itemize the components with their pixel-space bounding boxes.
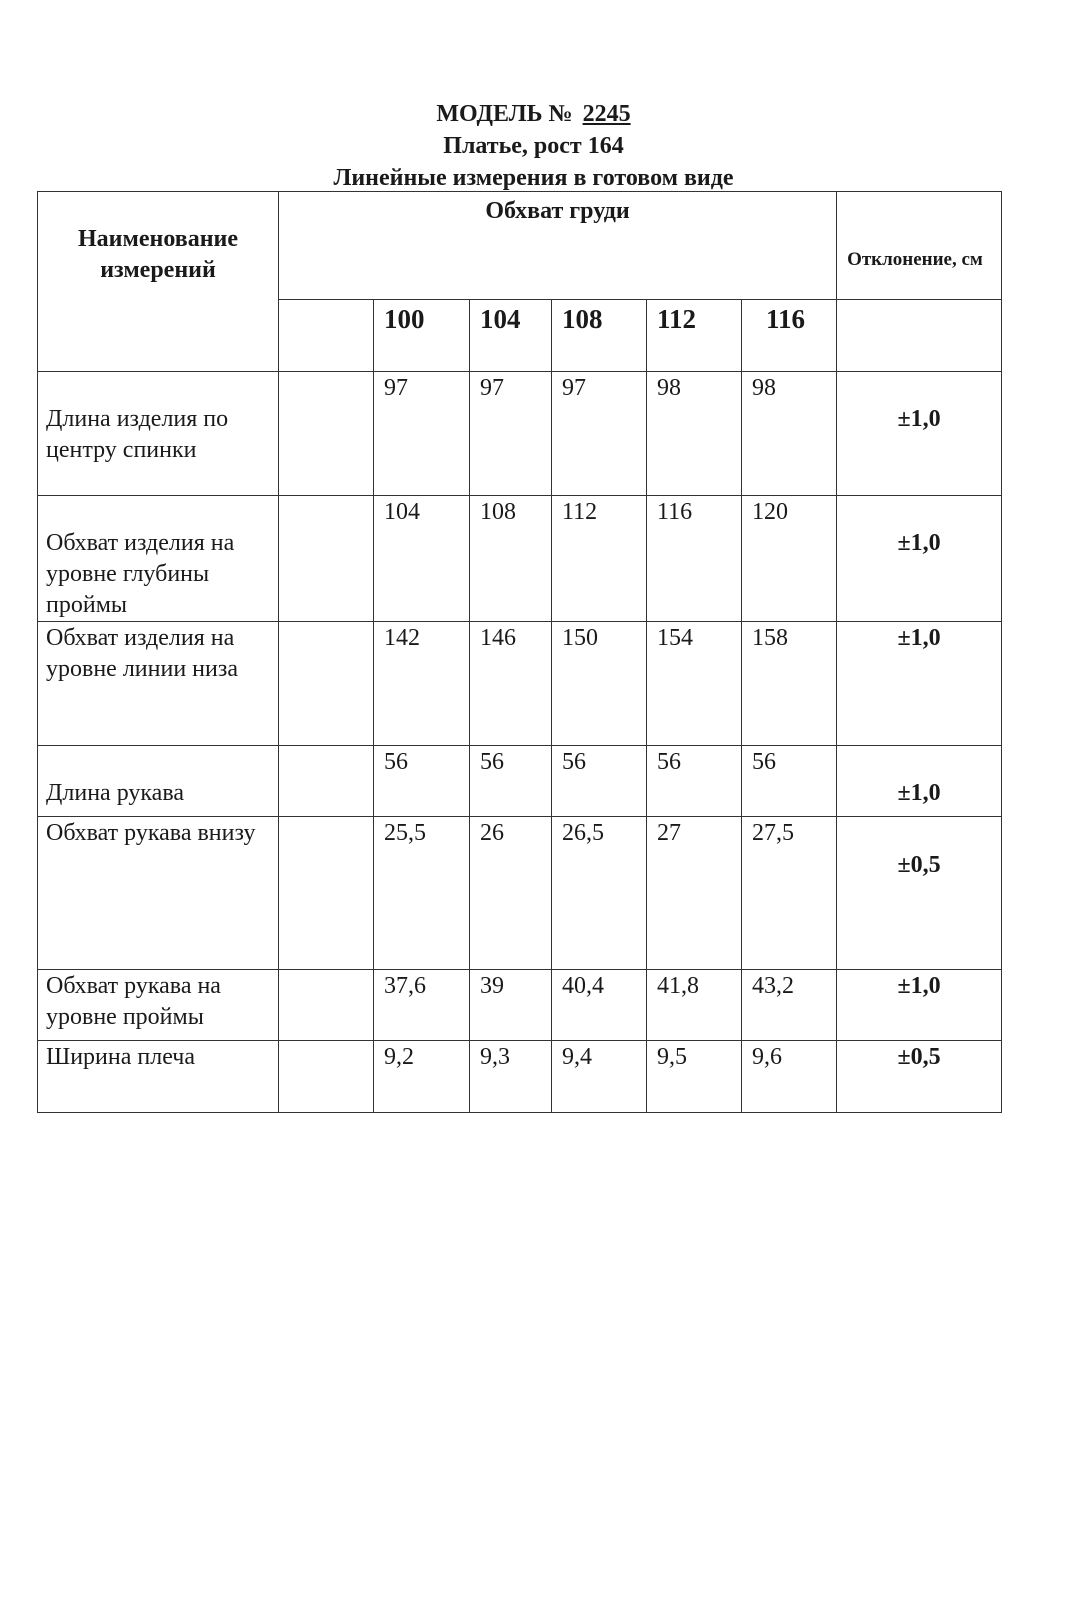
measurement-name: Обхват рукава на уровне проймы [38, 970, 279, 1041]
measurement-value: 56 [470, 746, 552, 817]
measurement-value: 104 [374, 496, 470, 622]
measurement-value: 98 [647, 372, 742, 496]
table-row [38, 746, 1002, 817]
model-number: 2245 [582, 101, 631, 127]
empty-cell [279, 496, 374, 622]
measurement-value: 97 [374, 372, 470, 496]
table-row [38, 372, 1002, 496]
measurement-name: Обхват рукава внизу [38, 817, 279, 970]
deviation-value: ±0,5 [837, 1041, 1002, 1113]
deviation-value: ±0,5 [837, 817, 1002, 970]
table-row [38, 970, 1002, 1041]
measurement-value: 97 [552, 372, 647, 496]
measurement-value: 9,5 [647, 1041, 742, 1113]
deviation-value: ±1,0 [837, 496, 1002, 622]
measurement-value: 40,4 [552, 970, 647, 1041]
measurement-value: 108 [470, 496, 552, 622]
measurement-value: 56 [552, 746, 647, 817]
measurement-value: 158 [742, 622, 837, 746]
table-caption: Линейные измерения в готовом виде [333, 165, 734, 191]
deviation-value: ±1,0 [837, 372, 1002, 496]
measurement-value: 112 [552, 496, 647, 622]
empty-cell [279, 1041, 374, 1113]
measurement-value: 9,6 [742, 1041, 837, 1113]
measurement-name: Длина рукава [38, 746, 279, 817]
deviation-value: ±1,0 [837, 746, 1002, 817]
deviation-spacer-cell [837, 300, 1002, 372]
measurement-value: 56 [742, 746, 837, 817]
measurement-value: 98 [742, 372, 837, 496]
measurement-value: 25,5 [374, 817, 470, 970]
measurement-value: 146 [470, 622, 552, 746]
model-label: МОДЕЛЬ № [436, 101, 573, 127]
deviation-value: ±1,0 [837, 622, 1002, 746]
empty-cell [279, 372, 374, 496]
size-spacer-cell [279, 300, 374, 372]
measurement-value: 26 [470, 817, 552, 970]
measurement-value: 97 [470, 372, 552, 496]
measurement-value: 9,2 [374, 1041, 470, 1113]
size-header: 104 [470, 300, 552, 372]
size-header: 108 [552, 300, 647, 372]
measurement-value: 9,3 [470, 1041, 552, 1113]
measurement-value: 150 [552, 622, 647, 746]
size-header: 116 [742, 300, 837, 372]
measurement-value: 142 [374, 622, 470, 746]
measurement-name: Обхват изделия на уровне линии низа [38, 622, 279, 746]
measurement-value: 56 [647, 746, 742, 817]
measurement-value: 43,2 [742, 970, 837, 1041]
measurement-value: 116 [647, 496, 742, 622]
table-row [38, 496, 1002, 622]
measurement-value: 27 [647, 817, 742, 970]
measurement-value: 56 [374, 746, 470, 817]
table-row [38, 1041, 1002, 1113]
measurement-value: 39 [470, 970, 552, 1041]
measurement-name: Обхват изделия на уровне глубины проймы [38, 496, 279, 622]
name-column-header: Наименование измерений [38, 192, 279, 372]
chest-girth-header: Обхват груди [279, 192, 837, 300]
measurement-value: 154 [647, 622, 742, 746]
measurement-value: 26,5 [552, 817, 647, 970]
measurement-value: 120 [742, 496, 837, 622]
measurement-value: 37,6 [374, 970, 470, 1041]
empty-cell [279, 970, 374, 1041]
empty-cell [279, 817, 374, 970]
measurement-name: Ширина плеча [38, 1041, 279, 1113]
table-row [38, 817, 1002, 970]
measurement-value: 9,4 [552, 1041, 647, 1113]
product-subtitle: Платье, рост 164 [443, 133, 624, 159]
measurement-value: 27,5 [742, 817, 837, 970]
model-title [0, 99, 1067, 129]
header-row-group [38, 192, 1002, 300]
size-header: 100 [374, 300, 470, 372]
empty-cell [279, 622, 374, 746]
size-header: 112 [647, 300, 742, 372]
deviation-column-header: Отклонение, см [837, 192, 1002, 300]
measurement-name: Длина изделия по центру спинки [38, 372, 279, 496]
measurements-table [37, 191, 1002, 1113]
empty-cell [279, 746, 374, 817]
table-row [38, 622, 1002, 746]
measurement-value: 41,8 [647, 970, 742, 1041]
deviation-value: ±1,0 [837, 970, 1002, 1041]
